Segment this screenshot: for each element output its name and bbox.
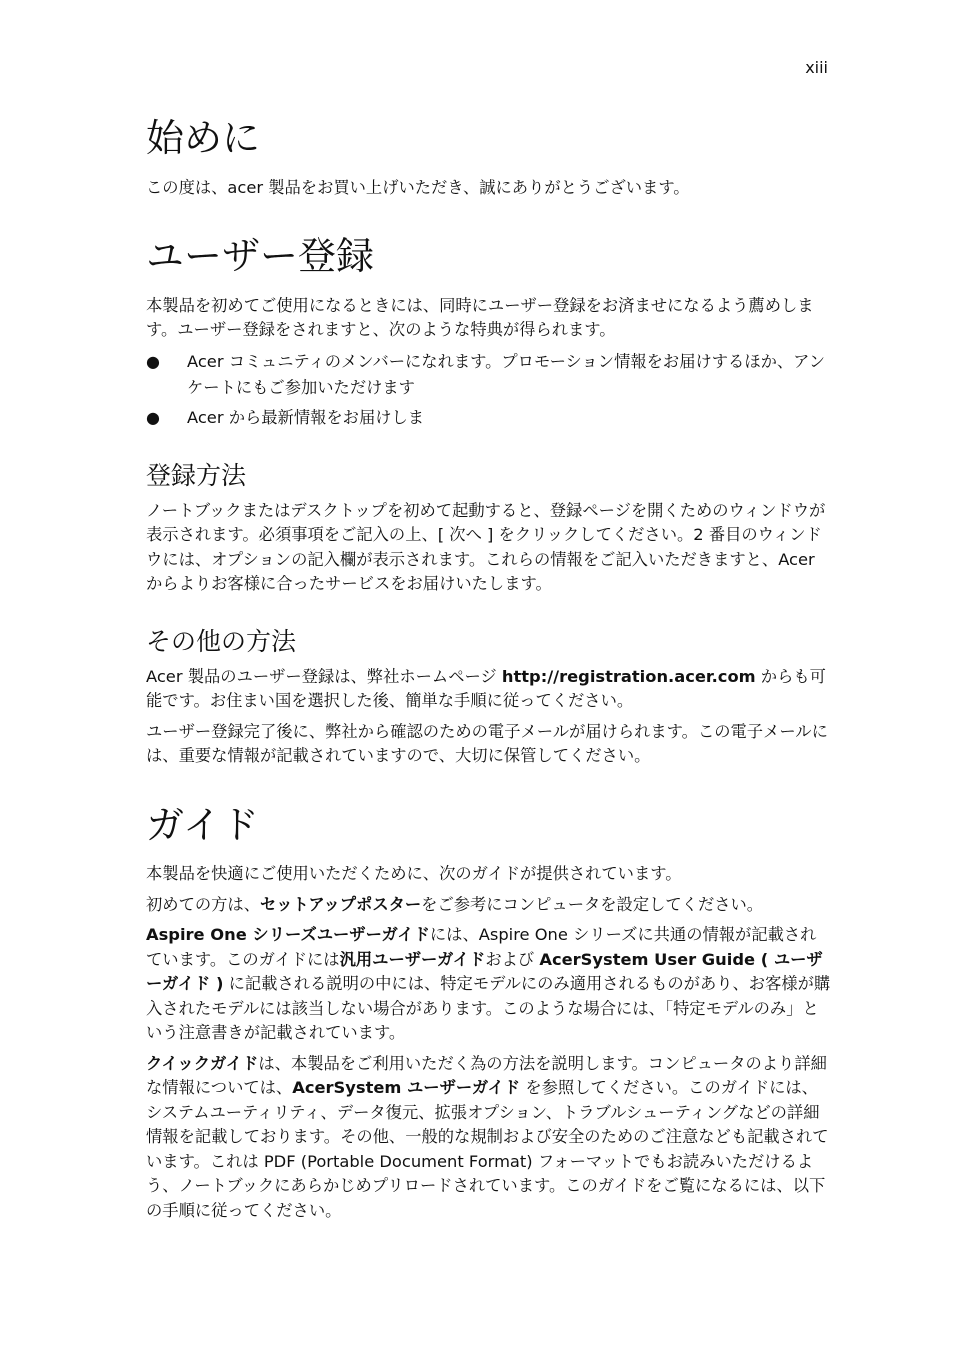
text-segment: には、Aspire One シリーズに共通の情報が記載されています。このガイドには [146,925,817,969]
text-segment: をご参考にコンピュータを設定してください。 [421,894,764,914]
guide-paragraph-4 [146,1052,832,1224]
intro-text: この度は、acer 製品をお買い上げいただき、誠にありがとうございます。 [146,177,690,197]
benefits-list [146,349,832,431]
acersystem-user-guide-term: AcerSystem User Guide ( ユーザーガイド ) [146,949,823,994]
list-item [146,405,832,431]
text-segment: Acer 製品のユーザー登録は、弊社ホームページ [146,666,502,686]
bullet-icon: ● [146,351,160,371]
generic-user-guide-term: 汎用ユーザーガイド [339,949,486,969]
text-segment: からも可能です。お住まい国を選択した後、簡単な手順に従ってください。 [146,666,826,711]
section-title-intro: 始めに [146,116,261,160]
guide-paragraph-3 [146,923,832,1046]
setup-poster-term: セットアップポスター [259,894,422,914]
section-title-registration: ユーザー登録 [146,234,375,279]
how-to-register-text: ノートブックまたはデスクトップを初めて起動すると、登録ページを開くためのウィンドウが表示されます。必須事項をご記入の上、[ 次へ ] をクリックしてください。2 番目のウィンドウには、オプションの記入欄が表示されます。これらの情報をご記入いただきますと、Acer からよりお客様に合ったサービスをお届けいたします。 [146,500,826,594]
text-segment: に記載される説明の中には、特定モデルにのみ適用されるものがあり、お客様が購入されたモデルには該当しない場合があります。このような場合には、「特定モデルのみ」という注意書きが記載されています。 [146,974,831,1043]
bullet-icon: ● [146,407,160,427]
document-body [146,112,832,1223]
list-item-text: Acer コミュニティのメンバーになれます。プロモーション情報をお届けするほか、アンケートにもご参加いただけます [187,351,826,397]
other-methods-paragraph-2: ユーザー登録完了後に、弊社から確認のための電子メールが届けられます。この電子メールには、重要な情報が記載されていますので、大切に保管してください。 [146,721,828,766]
quick-guide-term: クイックガイド [146,1053,259,1073]
series-user-guide-term: Aspire One シリーズユーザーガイド [146,925,430,945]
text-segment: および [485,949,540,969]
guide-paragraph-1: 本製品を快適にご使用いただくために、次のガイドが提供されています。 [146,864,682,884]
subsection-title-how-to-register: 登録方法 [146,460,247,490]
guide-paragraph-2 [146,893,832,918]
section-title-guide: ガイド [146,802,259,847]
text-segment: 初めての方は、 [146,894,260,914]
acersystem-user-guide-term: AcerSystem ユーザーガイド [292,1078,521,1098]
list-item [146,349,832,401]
page-number: xiii [805,58,828,77]
registration-text: 本製品を初めてご使用になるときには、同時にユーザー登録をお済ませになるよう薦めします。ユーザー登録をされますと、次のような特典が得られます。 [146,295,814,340]
subsection-title-other-methods: その他の方法 [146,626,297,656]
list-item-text: Acer から最新情報をお届けしま [187,407,425,427]
other-methods-paragraph-1 [146,665,832,714]
registration-url-link[interactable]: http://registration.acer.com [501,666,756,686]
text-segment: を参照してください。このガイドには、システムユーティリティ、データ復元、拡張オプション、トラブルシューティングなどの詳細情報を記載しております。その他、一般的な規制および安全のためのご注意なども記載されています。これは PDF (Portable Document Format) フォーマットでもお読みいただけるよう、ノートブックにあらかじめプリロードされています。このガイドをご覧になるには、以下の手順に従ってください。 [146,1078,829,1220]
text-segment: は、本製品をご利用いただく為の方法を説明します。コンピュータのより詳細な情報については、 [146,1053,827,1098]
